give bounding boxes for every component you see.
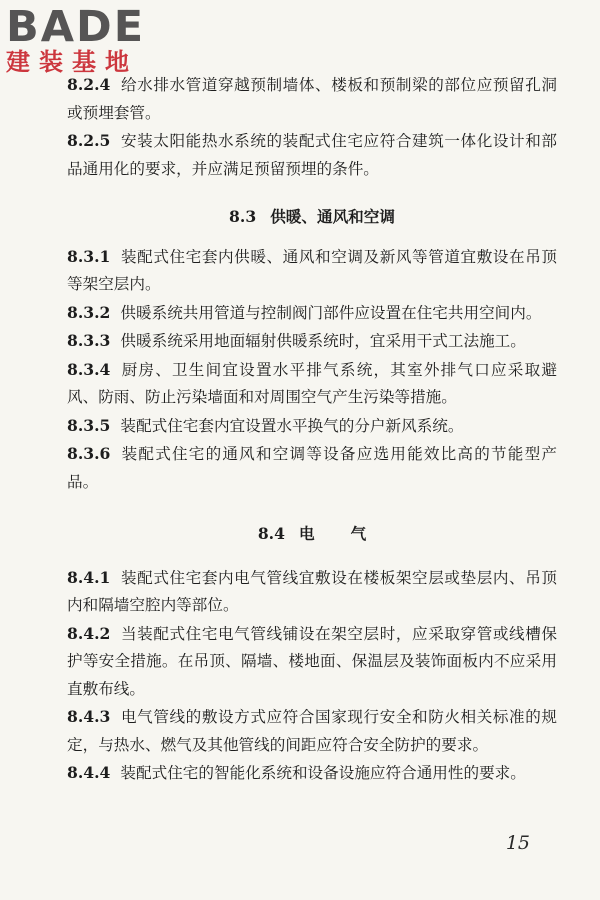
clause-number: 8.3.6 xyxy=(67,444,111,463)
clause-number: 8.3.1 xyxy=(67,246,111,266)
clause xyxy=(67,71,557,127)
section-8-4-clauses xyxy=(67,564,557,788)
clause-text: 给水排水管道穿越预制墙体、楼板和预制梁的部位应预留孔洞或预埋套管。 xyxy=(67,76,557,122)
clause-text: 装配式住宅套内供暖、通风和空调及新风等管道宜敷设在吊顶等架空层内。 xyxy=(67,247,557,293)
document-body xyxy=(67,71,557,788)
clause-number: 8.2.5 xyxy=(67,131,111,150)
clause xyxy=(67,327,557,356)
section-number: 8.3 xyxy=(229,207,257,226)
section-8-3-clauses xyxy=(67,243,557,497)
clause xyxy=(67,440,557,496)
clause xyxy=(67,620,557,704)
clause-text: 安装太阳能热水系统的装配式住宅应符合建筑一体化设计和部品通用化的要求，并应满足预留预埋的条件。 xyxy=(67,132,557,178)
clause-number: 8.4.3 xyxy=(67,707,111,726)
clause-text: 当装配式住宅电气管线铺设在架空层时，应采取穿管或线槽保护等安全措施。在吊顶、隔墙、楼地面、保温层及装饰面板内不应采用直敷布线。 xyxy=(67,624,557,698)
page-number: 15 xyxy=(505,832,530,854)
clause xyxy=(67,703,557,759)
clause xyxy=(67,759,557,788)
clause-text: 装配式住宅的智能化系统和设备设施应符合通用性的要求。 xyxy=(120,764,526,782)
clause xyxy=(67,412,557,441)
clause-number: 8.4.4 xyxy=(67,763,111,782)
clause-text: 装配式住宅套内电气管线宜敷设在楼板架空层或垫层内、吊顶内和隔墙空腔内等部位。 xyxy=(67,568,557,614)
clause xyxy=(67,127,557,183)
intro-clauses xyxy=(67,71,557,183)
watermark-word: BADE xyxy=(6,2,146,52)
clause-number: 8.4.1 xyxy=(67,567,111,587)
clause xyxy=(67,356,557,412)
clause-number: 8.3.2 xyxy=(67,302,111,322)
clause-number: 8.4.2 xyxy=(67,623,111,643)
clause-text: 厨房、卫生间宜设置水平排气系统，其室外排气口应采取避风、防雨、防止污染墙面和对周围空气产生污染等措施。 xyxy=(67,360,557,406)
clause-number: 8.3.3 xyxy=(67,331,111,350)
section-heading-8-3 xyxy=(67,203,557,231)
section-heading-8-4 xyxy=(67,520,557,548)
clause-text: 电气管线的敷设方式应符合国家现行安全和防火相关标准的规定，与热水、燃气及其他管线的间距应符合安全防护的要求。 xyxy=(67,708,557,754)
clause-text: 装配式住宅的通风和空调等设备应选用能效比高的节能型产品。 xyxy=(67,445,557,491)
clause-number: 8.3.5 xyxy=(67,415,111,435)
clause-text: 供暖系统采用地面辐射供暖系统时，宜采用干式工法施工。 xyxy=(120,332,526,350)
section-title: 供暖、通风和空调 xyxy=(270,207,395,226)
clause-text: 装配式住宅套内宜设置水平换气的分户新风系统。 xyxy=(120,416,464,435)
section-number: 8.4 xyxy=(257,524,285,543)
watermark-subtitle: 建装基地 xyxy=(6,48,138,76)
clause xyxy=(67,564,557,620)
clause-number: 8.2.4 xyxy=(67,75,111,94)
clause xyxy=(67,243,557,299)
clause-text: 供暖系统共用管道与控制阀门部件应设置在住宅共用空间内。 xyxy=(120,303,542,322)
clause-number: 8.3.4 xyxy=(67,359,111,379)
clause xyxy=(67,299,557,328)
section-title: 电气 xyxy=(298,524,403,543)
